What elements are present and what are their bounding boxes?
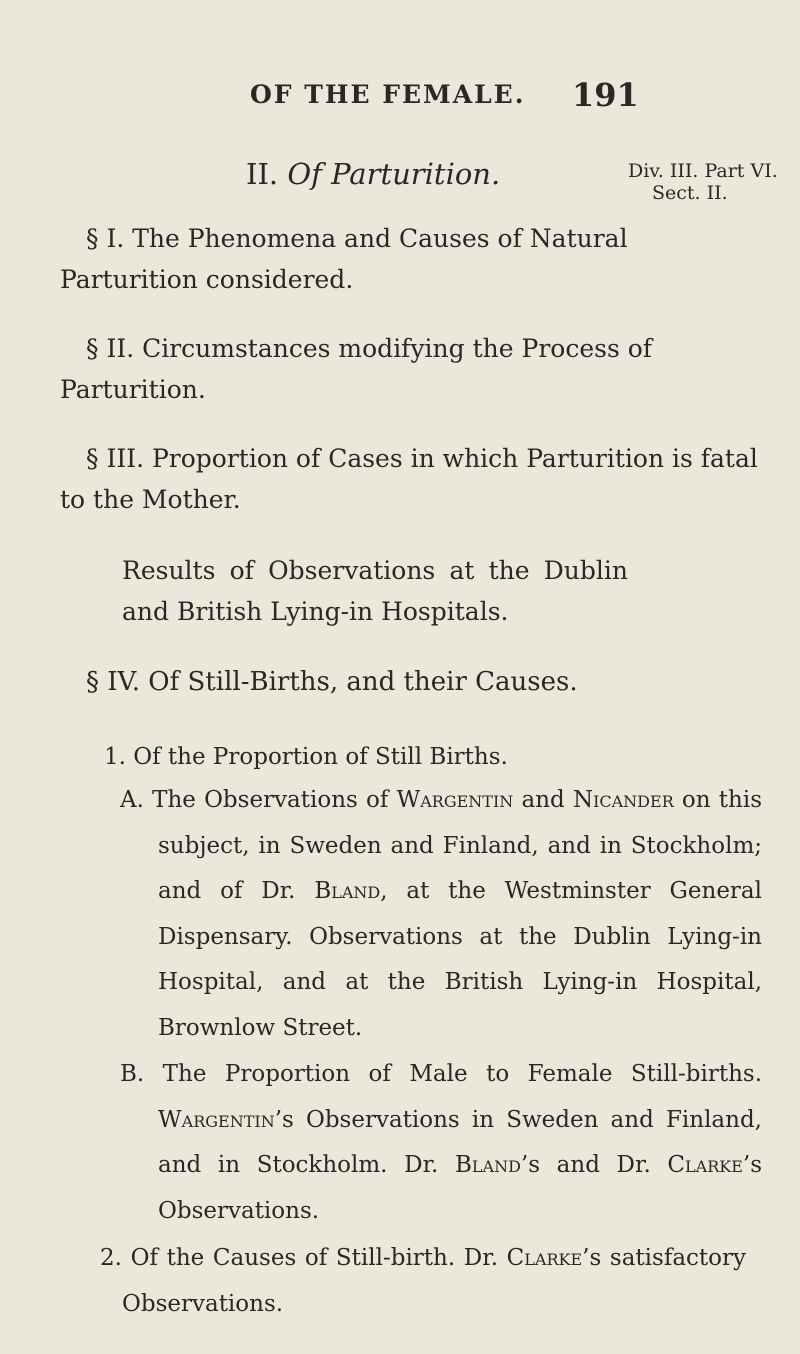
item-2-text-2: ’s satisfactory Observations.: [122, 1245, 746, 1317]
item-1-A-name-bland: Bland: [314, 878, 381, 904]
item-1-B: [120, 1052, 762, 1234]
item-1-A-text-4: , at the Westminster General Dispensary. Observations at the Dublin Lying-in Hospital, and at the British Lying-in Hospital, Brownlow Street.: [158, 878, 762, 1041]
item-1-A-text-3: on this subject, in Sweden and Finland, and in Stockholm; and of Dr.: [158, 787, 763, 904]
item-1-B-text-4: ’s Observations.: [158, 1152, 763, 1224]
section-2: § II. Circumstances modifying the Process of Parturition.: [60, 334, 653, 404]
item-1-A-text-2: and: [513, 787, 573, 813]
item-1-A-name-wargentin: Wargentin: [396, 787, 514, 813]
chapter-title: Of Parturition.: [287, 157, 501, 191]
running-header: [0, 76, 800, 116]
item-2: [100, 1236, 746, 1327]
item-1-B-name-bland: Bland: [455, 1152, 521, 1178]
chapter-heading: [246, 157, 500, 191]
item-1-A-text-1: A. The Observations of: [120, 787, 397, 813]
section-4: § IV. Of Still-Births, and their Causes.: [86, 667, 578, 697]
item-2-name-clarke: Clarke: [506, 1245, 583, 1271]
margin-note-division: Div. III. Part VI.: [628, 160, 778, 182]
running-title: OF THE FEMALE.: [250, 80, 526, 109]
page-number: 191: [572, 76, 639, 114]
item-1-A-name-nicander: Nicander: [572, 787, 674, 813]
margin-note-section: Sect. II.: [652, 182, 728, 204]
item-1-B-text-1: B. The Proportion of Male to Female Still-births.: [120, 1061, 762, 1087]
item-1-B-text-2: ’s Observations in Sweden and Finland, and in Stockholm. Dr.: [158, 1106, 762, 1178]
item-1-B-name-wargentin: Wargentin: [158, 1106, 275, 1133]
margin-note: [628, 160, 778, 204]
item-2-text-1: 2. Of the Causes of Still-birth. Dr.: [100, 1245, 507, 1271]
chapter-number: II.: [246, 157, 279, 191]
section-3: § III. Proportion of Cases in which Parturition is fatal to the Mother.: [60, 444, 758, 514]
section-3-subheading: Results of Observations at the Dublin and British Lying-in Hospitals.: [122, 556, 628, 626]
item-1: 1. Of the Proportion of Still Births.: [104, 744, 508, 770]
section-1: § I. The Phenomena and Causes of Natural Parturition considered.: [60, 224, 628, 294]
item-1-B-name-clarke: Clarke: [667, 1152, 743, 1178]
item-1-A: [120, 778, 762, 1051]
item-1-B-text-3: ’s and Dr.: [520, 1152, 668, 1178]
